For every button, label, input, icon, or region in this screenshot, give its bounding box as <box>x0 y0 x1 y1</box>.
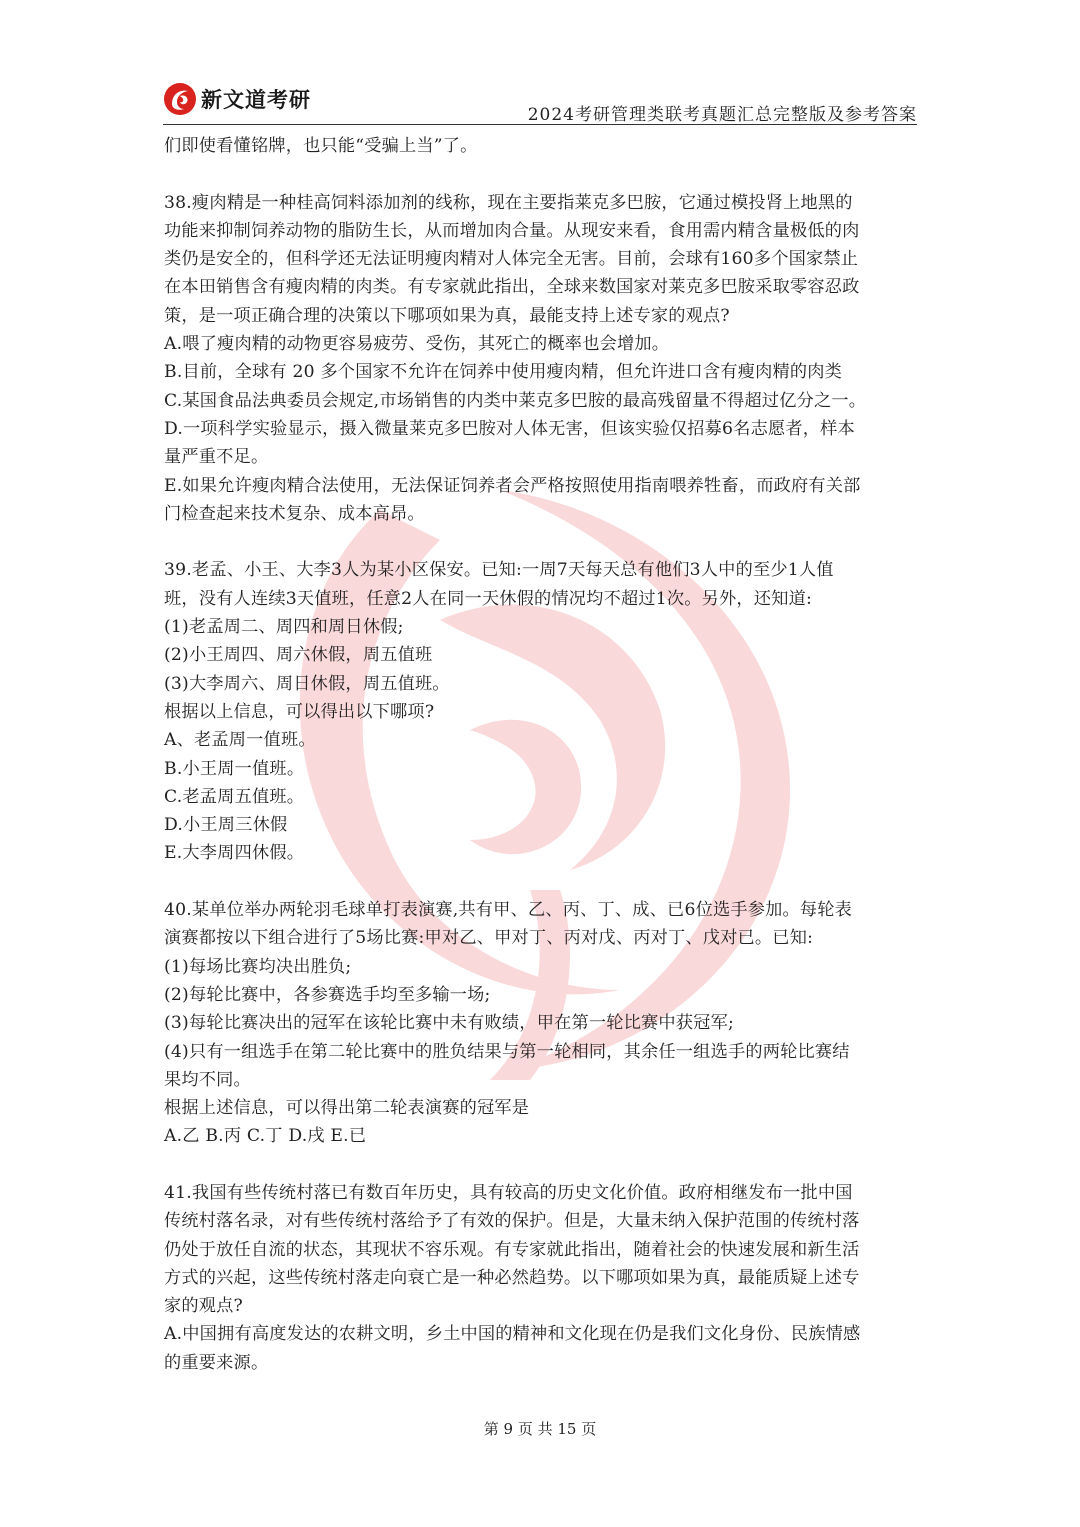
question-line: 41.我国有些传统村落已有数百年历史，具有较高的历史文化价值。政府相继发布一批中国 <box>164 1182 853 1203</box>
option-line: B.小王周一值班。 <box>164 758 305 779</box>
question-41 <box>164 1179 924 1377</box>
option-line: E.大李周四休假。 <box>164 843 305 864</box>
question-line: 班，没有人连续3天值班，任意2人在同一天休假的情况均不超过1次。另外，还知道: <box>164 588 812 609</box>
question-line: (2)小王周四、周六休假，周五值班 <box>164 645 433 666</box>
question-line: (2)每轮比赛中，各参赛选手均至多输一场; <box>164 984 491 1005</box>
question-38 <box>164 189 924 529</box>
option-line: C.某国食品法典委员会规定,市场销售的内类中莱克多巴胺的最高残留量不得超过亿分之一。 <box>164 390 867 411</box>
brand-name: 新文道考研 <box>201 88 311 112</box>
option-line: D.一项科学实验显示，摄入微量莱克多巴胺对人体无害，但该实验仅招募6名志愿者，样本 <box>164 418 855 439</box>
option-line: B.目前，全球有 20 多个国家不允许在饲养中使用瘦肉精，但允许进口含有瘦肉精的肉类 <box>164 362 843 383</box>
option-line: A、老孟周一值班。 <box>164 730 316 751</box>
header-divider <box>163 124 917 125</box>
page-number: 第 9 页 共 15 页 <box>483 1420 597 1438</box>
question-line: 果均不同。 <box>164 1069 251 1090</box>
question-line: 仍处于放任自流的状态，其现状不容乐观。有专家就此指出，随着社会的快速发展和新生活 <box>164 1239 860 1260</box>
document-title: 2024考研管理类联考真题汇总完整版及参考答案 <box>527 105 917 125</box>
question-line: (1)老孟周二、周四和周日休假; <box>164 617 404 638</box>
page-content <box>164 132 924 1377</box>
question-line: 根据上述信息，可以得出第二轮表演赛的冠军是 <box>164 1098 530 1119</box>
question-line: 38.瘦肉精是一种桂高饲料添加剂的线称，现在主要指莱克多巴胺，它通过模投肾上地黑的 <box>164 192 853 213</box>
question-line: 40.某单位举办两轮羽毛球单打表演赛,共有甲、乙、丙、丁、成、已6位选手参加。每轮表 <box>164 900 853 921</box>
option-line: E.如果允许瘦肉精合法使用，无法保证饲养者会严格按照使用指南喂养牲畜，而政府有关部 <box>164 475 861 496</box>
question-39 <box>164 556 924 867</box>
question-line: (4)只有一组选手在第二轮比赛中的胜负结果与第一轮相同，其余任一组选手的两轮比赛结 <box>164 1041 850 1062</box>
option-line: 的重要来源。 <box>164 1352 269 1373</box>
option-line: 量严重不足。 <box>164 447 269 468</box>
brand-logo <box>163 82 311 116</box>
question-line: 39.老孟、小王、大李3人为某小区保安。已知:一周7天每天总有他们3人中的至少1人值 <box>164 560 834 581</box>
option-line: D.小王周三休假 <box>164 815 288 836</box>
option-line: A.中国拥有高度发达的农耕文明，乡土中国的精神和文化现在仍是我们文化身份、民族情感 <box>164 1324 861 1345</box>
question-line: (3)大李周六、周日休假，周五值班。 <box>164 673 450 694</box>
option-line: C.老孟周五值班。 <box>164 786 305 807</box>
continuation-text: 们即使看懂铭牌，也只能“受骗上当”了。 <box>164 136 478 156</box>
question-line: 功能来抑制饲养动物的脂防生长，从而增加肉合量。从现安来看，食用需内精含量极低的肉 <box>164 220 860 241</box>
question-line: 演赛都按以下组合进行了5场比赛:甲对乙、甲对丁、丙对戊、丙对丁、戊对已。已知: <box>164 928 814 949</box>
question-line: (3)每轮比赛决出的冠军在该轮比赛中未有败绩，甲在第一轮比赛中获冠军; <box>164 1013 734 1034</box>
question-line: 根据以上信息，可以得出以下哪项? <box>164 701 435 722</box>
option-line: A.喂了瘦肉精的动物更容易疲劳、受伤，其死亡的概率也会增加。 <box>164 334 670 355</box>
question-line: (1)每场比赛均决出胜负; <box>164 956 352 977</box>
question-line: 在本田销售含有瘦肉精的肉类。有专家就此指出，全球来数国家对莱克多巴胺采取零容忍政 <box>164 277 860 298</box>
option-line: A.乙 B.丙 C.丁 D.戌 E.已 <box>164 1126 367 1147</box>
question-line: 类仍是安全的，但科学还无法证明瘦肉精对人体完全无害。目前，会球有160多个国家禁止 <box>164 249 859 270</box>
phoenix-logo-icon <box>163 82 197 116</box>
question-line: 家的观点? <box>164 1296 243 1317</box>
question-line: 策，是一项正确合理的决策以下哪项如果为真，最能支持上述专家的观点? <box>164 305 730 326</box>
question-line: 方式的兴起，这些传统村落走向衰亡是一种必然趋势。以下哪项如果为真，最能质疑上述专 <box>164 1267 860 1288</box>
question-line: 传统村落名录，对有些传统村落给予了有效的保护。但是，大量未纳入保护范围的传统村落 <box>164 1211 860 1232</box>
question-40 <box>164 896 924 1151</box>
option-line: 门检查起来技术复杂、成本高昂。 <box>164 503 425 524</box>
